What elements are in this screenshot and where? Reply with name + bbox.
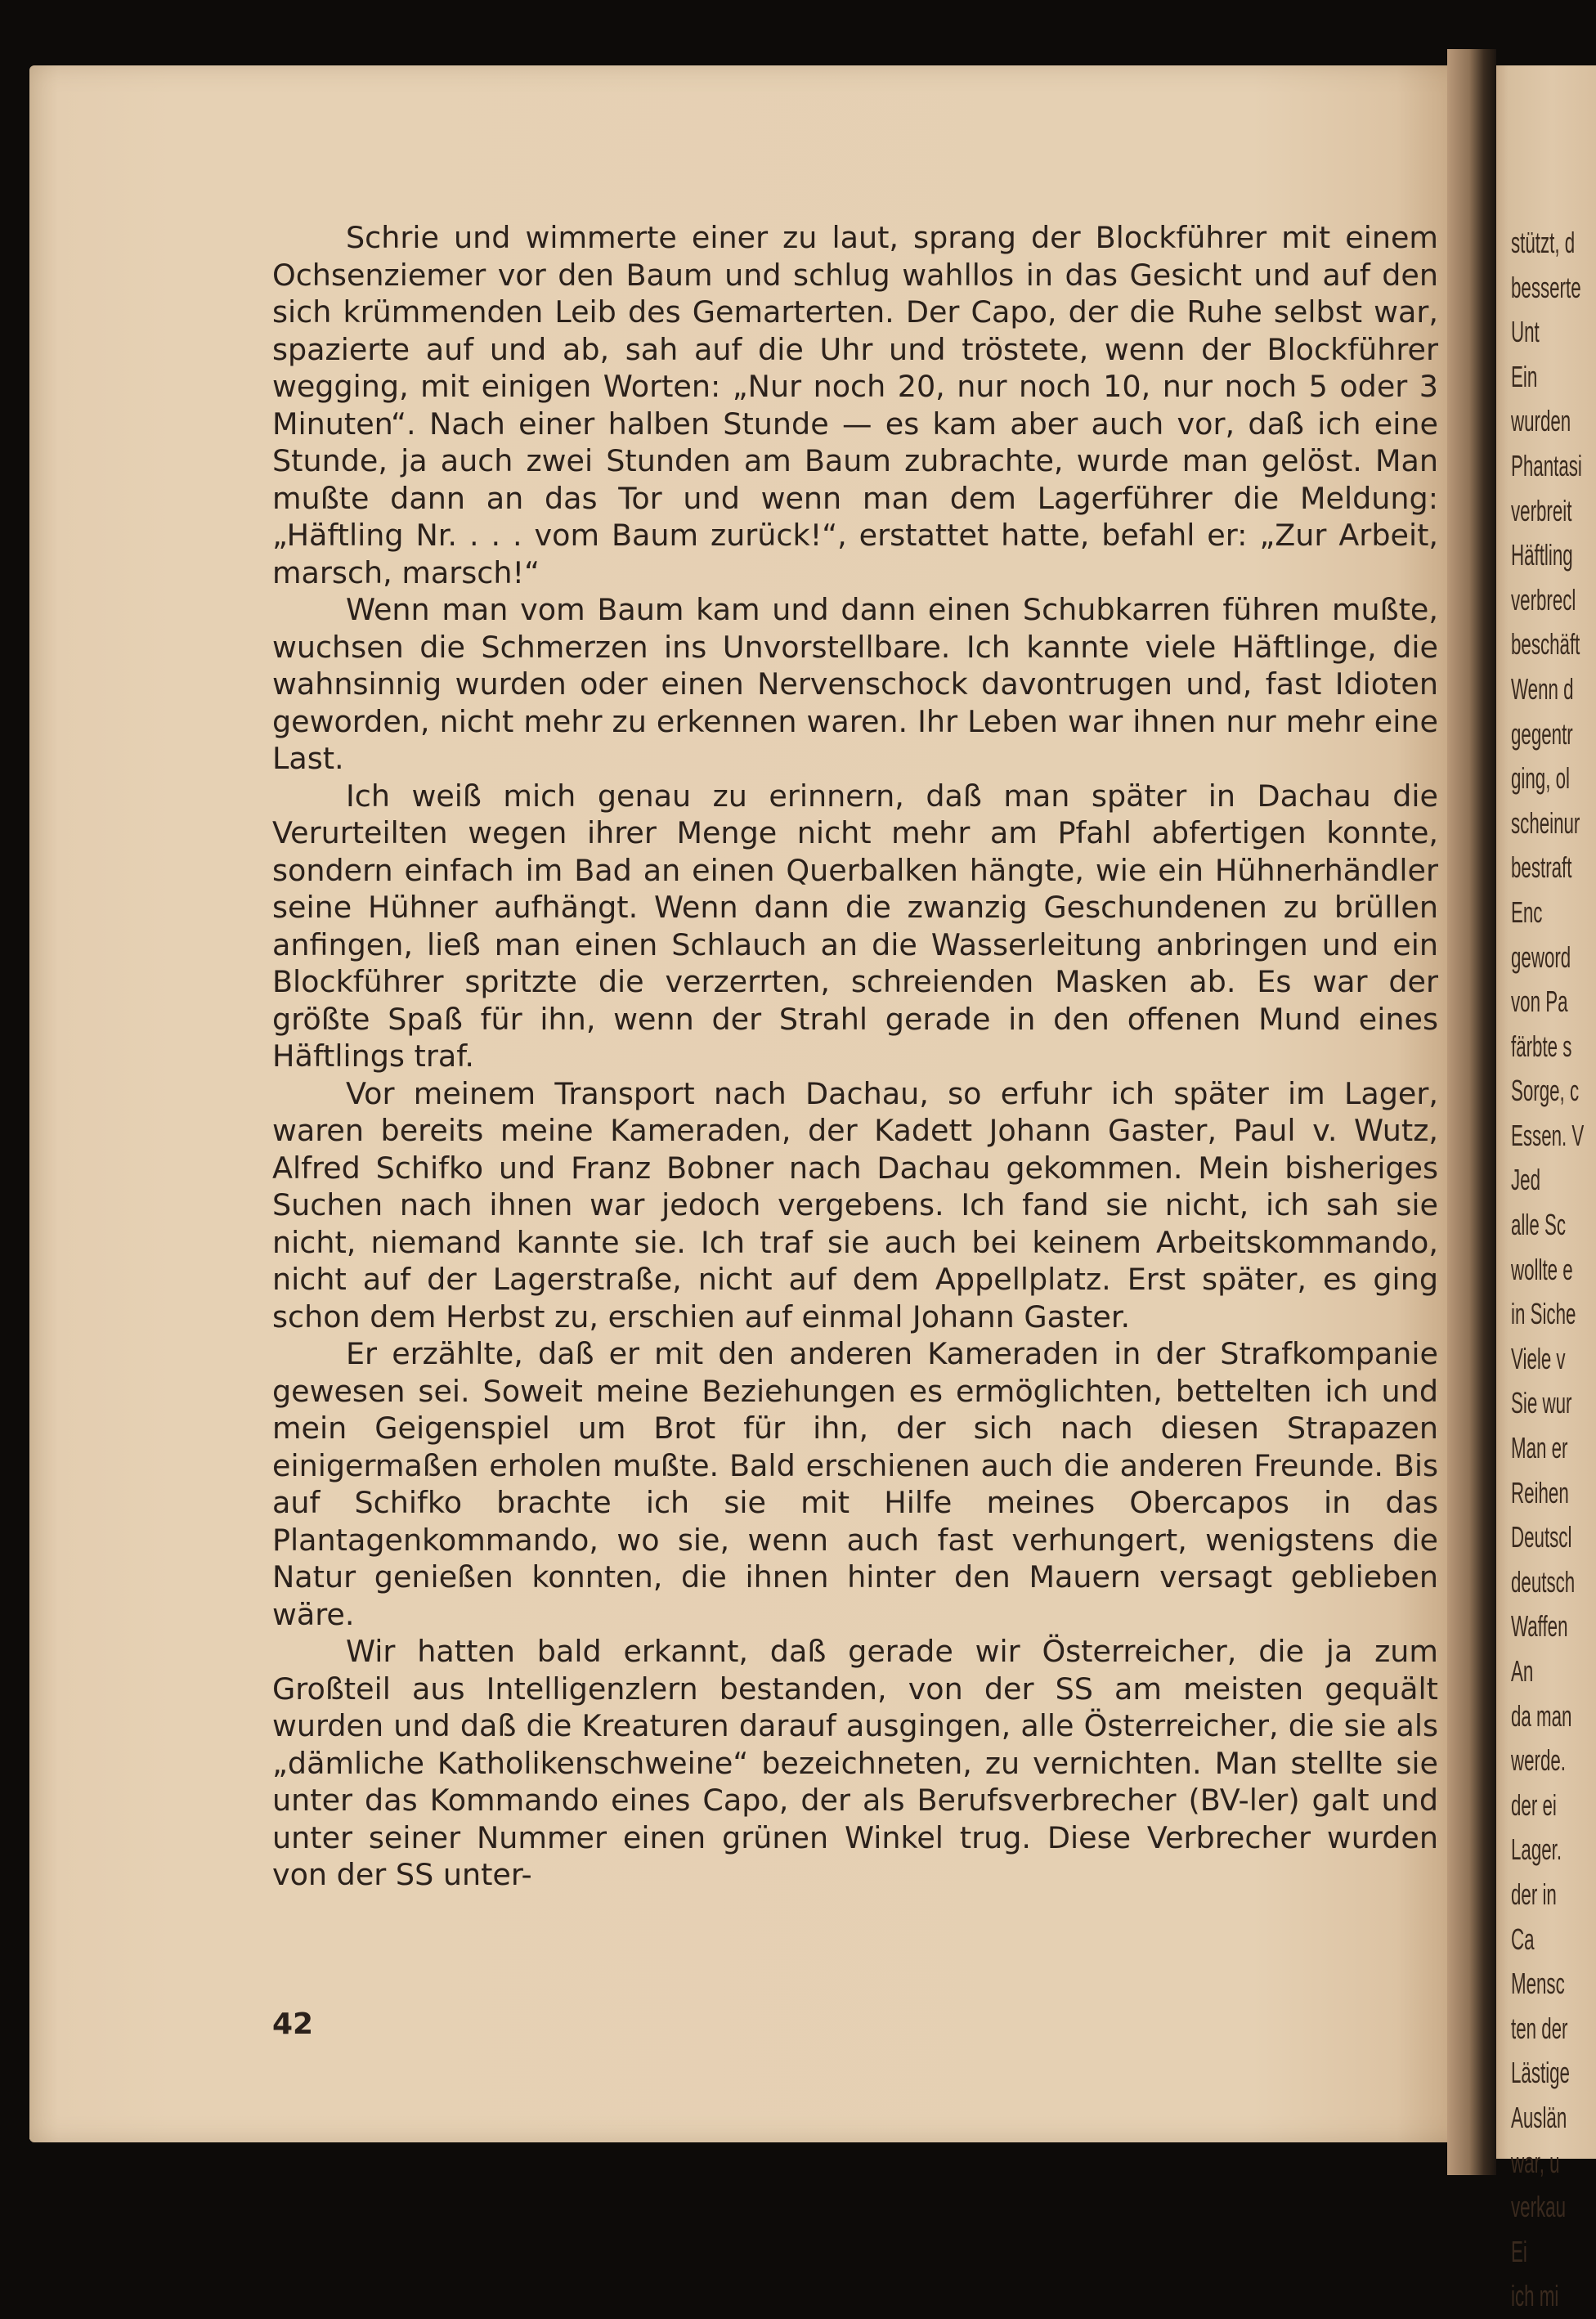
facing-page-line: Lager. — [1511, 1832, 1562, 1867]
paragraph: Er erzählte, daß er mit den anderen Kameraden in der Strafkompanie gewesen sei. Soweit meine Beziehungen es ermöglichten, bettelten ich und mein Geigenspiel um Brot für ihn, der sich nach diesen Strapazen einigermaßen erholen mußte. Bald erschienen auch die anderen Freunde. Bis auf Schifko brachte ich sie mit Hilfe meines Obercapos in das Plantagenkommando, wo sie, wenn auch fast verhungert, wenigstens die Natur genießen konnten, die ihnen hinter den Mauern versagt geblieben wäre. — [272, 1336, 1438, 1632]
facing-page-line: Lästige — [1511, 2056, 1570, 2090]
facing-page-line: Mensc — [1511, 1967, 1565, 2001]
facing-page-line: alle Sc — [1511, 1208, 1566, 1242]
facing-page-line: Ca — [1511, 1922, 1535, 1956]
facing-page-line: besserte — [1511, 270, 1581, 304]
page-number: 42 — [272, 2007, 314, 2041]
facing-page-line: Essen. V — [1511, 1118, 1585, 1152]
facing-page-line: wurden — [1511, 404, 1571, 438]
facing-page-line: Viele v — [1511, 1341, 1566, 1375]
facing-page-line: Deutscl — [1511, 1520, 1572, 1554]
facing-page-line: Sie wur — [1511, 1386, 1572, 1420]
facing-page-line: geword — [1511, 940, 1571, 974]
facing-page-line: verbrecl — [1511, 582, 1576, 617]
facing-page-line: Auslän — [1511, 2100, 1567, 2134]
facing-page-line: der in — [1511, 1877, 1557, 1911]
paragraph: Wir hatten bald erkannt, daß gerade wir Österreicher, die ja zum Großteil aus Intelligenzlern bestanden, von der SS am meisten gequält wurden und daß die Kreaturen darauf ausgingen, alle Österreicher, die sie als „dämliche Katholikenschweine“ bezeichneten, zu vernichten. Man stellte sie unter das Kommando eines Capo, der als Berufsverbrecher (BV-ler) galt und unter seiner Nummer einen grünen Winkel trug. Diese Verbrecher wurden von der SS unter- — [272, 1634, 1438, 1892]
facing-page-line: Sorge, c — [1511, 1074, 1580, 1108]
facing-page-line: werde. — [1511, 1743, 1566, 1778]
facing-page-line: Unt — [1511, 315, 1540, 349]
page-body-text — [272, 219, 1438, 1894]
facing-page-line: da man — [1511, 1698, 1572, 1733]
facing-page-line: ging, ol — [1511, 761, 1570, 796]
facing-page-line: in Siche — [1511, 1297, 1576, 1331]
facing-page-line: verkau — [1511, 2190, 1566, 2224]
facing-page-line: Phantasi — [1511, 448, 1582, 482]
facing-page-line: An — [1511, 1654, 1534, 1688]
facing-page-line: von Pa — [1511, 985, 1568, 1019]
facing-page-text — [1511, 221, 1585, 2319]
facing-page-line: Ein — [1511, 359, 1538, 393]
facing-page-line: gegentr — [1511, 716, 1573, 751]
facing-page-line: beschäft — [1511, 627, 1580, 662]
facing-page-line: bestraft — [1511, 850, 1572, 885]
facing-page-line: stützt, d — [1511, 226, 1576, 259]
facing-page-line: Waffen — [1511, 1609, 1568, 1644]
paragraph: Ich weiß mich genau zu erinnern, daß man später in Dachau die Verurteilten wegen ihrer Menge nicht mehr am Pfahl abfertigen konnte, sondern einfach im Bad an einen Querbalken hängte, wie ein Hühnerhändler seine Hühner aufhängt. Wenn dann die zwanzig Geschundenen zu brüllen anfingen, ließ man einen Schlauch an die Wasserleitung anbringen und ein Blockführer spritzte die verzerrten, schreienden Masken ab. Es war der größte Spaß für ihn, wenn der Strahl gerade in den offenen Mund eines Häftlings traf. — [272, 778, 1438, 1074]
facing-page-line: scheinur — [1511, 805, 1580, 840]
facing-page-line: Wenn d — [1511, 671, 1574, 706]
paragraph: Wenn man vom Baum kam und dann einen Schubkarren führen mußte, wuchsen die Schmerzen ins Unvorstellbare. Ich kannte viele Häftlinge, die wahnsinnig wurden oder einen Nervenschock davontrugen und, fast Idioten geworden, nicht mehr zu erkennen waren. Ihr Leben war ihnen nur mehr eine Last. — [272, 592, 1438, 776]
facing-page-line: Ei — [1511, 2234, 1527, 2268]
facing-page-line: Man er — [1511, 1431, 1568, 1465]
facing-page-line: ten der — [1511, 2011, 1568, 2045]
facing-page-line: verbreit — [1511, 493, 1572, 527]
facing-page-line: Häftling — [1511, 538, 1573, 572]
facing-page-line: deutsch — [1511, 1564, 1576, 1599]
facing-page-line: war, u — [1511, 2145, 1560, 2179]
facing-page-line: färbte s — [1511, 1029, 1572, 1063]
paragraph: Vor meinem Transport nach Dachau, so erfuhr ich später im Lager, waren bereits meine Kameraden, der Kadett Johann Gaster, Paul v. Wutz, Alfred Schifko und Franz Bobner nach Dachau gekommen. Mein bisheriges Suchen nach ihnen war jedoch vergebens. Ich fand sie nicht, ich sah sie nicht, niemand kannte sie. Ich traf sie auch bei keinem Arbeitskommando, nicht auf der Lagerstraße, nicht auf dem Appellplatz. Erst später, es ging schon dem Herbst zu, erschien auf einmal Johann Gaster. — [272, 1075, 1438, 1334]
facing-page-line: der ei — [1511, 1787, 1557, 1822]
book-gutter — [1447, 49, 1496, 2175]
facing-page-line: Enc — [1511, 895, 1543, 929]
paragraph: Schrie und wimmerte einer zu laut, sprang der Blockführer mit einem Ochsenziemer vor den Baum und schlug wahllos in das Gesicht und auf den sich krümmenden Leib des Gemarterten. Der Capo, der die Ruhe selbst war, spazierte auf und ab, sah auf die Uhr und tröstete, wenn der Blockführer wegging, mit einigen Worten: „Nur noch 20, nur noch 10, nur noch 5 oder 3 Minuten“. Nach einer halben Stunde — es kam aber auch vor, daß ich eine Stunde, ja auch zwei Stunden am Baum zubrachte, wurde man gelöst. Man mußte dann an das Tor und wenn man dem Lagerführer die Meldung: „Häftling Nr. . . . vom Baum zurück!“, erstattet hatte, befahl er: „Zur Arbeit, marsch, marsch!“ — [272, 220, 1438, 590]
facing-page-line: wollte e — [1511, 1252, 1573, 1286]
facing-page-line: ich mi — [1511, 2279, 1559, 2313]
facing-page-line: Jed — [1511, 1163, 1540, 1197]
facing-page-line: Reihen — [1511, 1475, 1569, 1509]
